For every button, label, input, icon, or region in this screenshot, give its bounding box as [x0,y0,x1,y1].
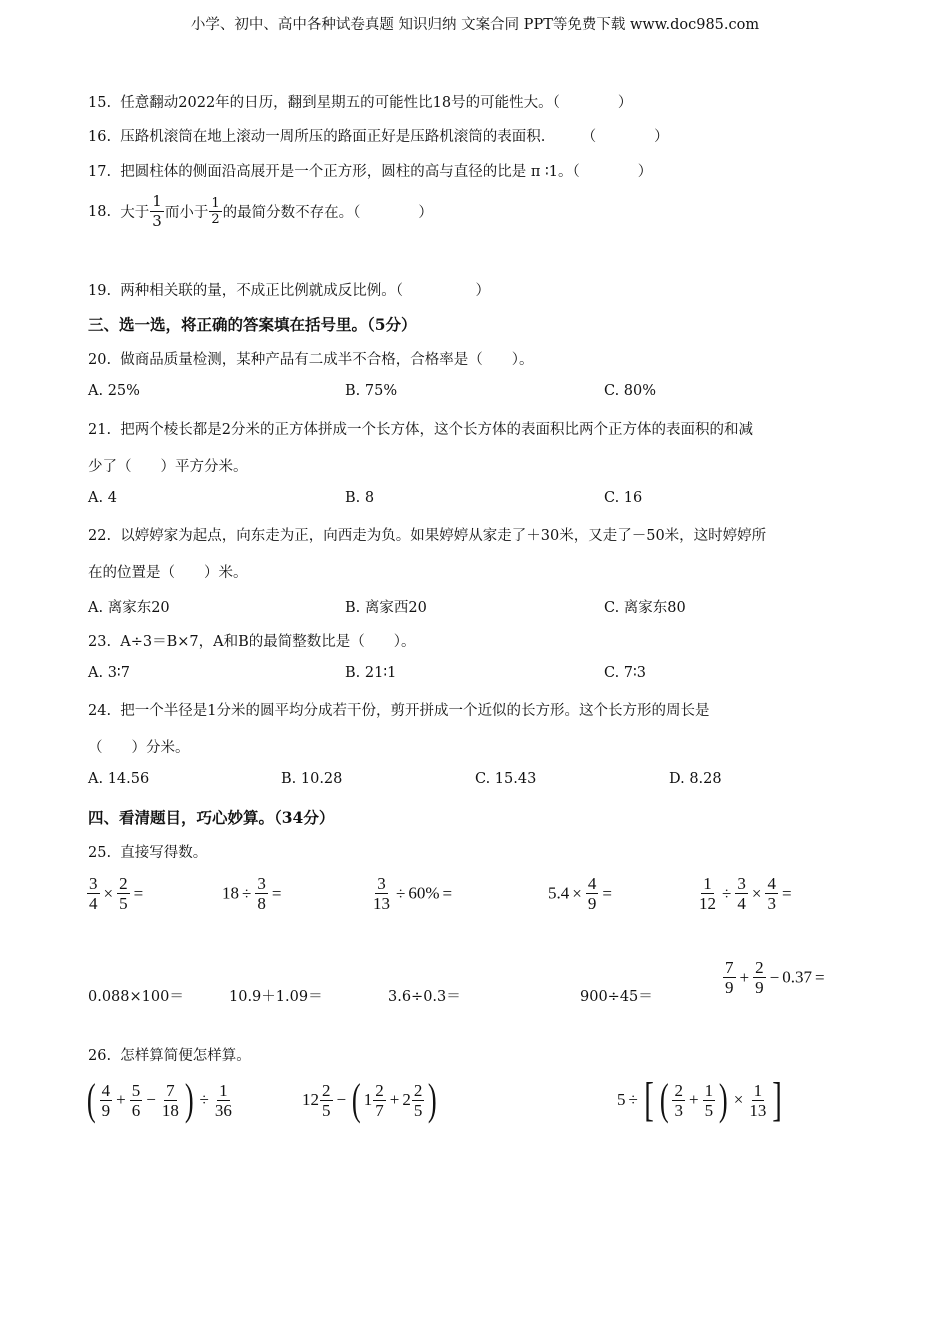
option-c[interactable]: C. 80% [604,383,657,399]
option-b[interactable]: B. 75% [345,383,398,399]
option-b[interactable]: B. 离家西20 [345,600,427,616]
expression-25f: $\frac{7}{9}$ + $\frac{2}{9}$ − 0.37 = [725,958,825,997]
expression-25c: $\frac{3}{13}$ ÷ 60% = [373,874,453,913]
question-text: 大于 [120,205,150,221]
option-a[interactable]: A. 3∶7 [88,665,130,681]
question-24: 24. 把一个半径是1分米的圆平均分成若干份，剪开拼成一个近似的长方形。这个长方形的周长是 [88,703,710,719]
expression-26a: ( $\frac{4}{9}$ + $\frac{5}{6}$ − $\frac{7}{18}$ ) ÷ $\frac{1}{36}$ [86,1075,232,1124]
expression-26b: 12 $\frac{2}{5}$ − ( 1 $\frac{2}{7}$ + 2 $\frac{2}{5}$ ) [302,1075,438,1124]
option-c[interactable]: C. 16 [604,490,643,506]
expression-25-row2-b: 10.9＋1.09＝ [229,989,323,1005]
question-19 [88,279,490,300]
question-23: 23. A÷3＝B×7，A和B的最简整数比是（ ）。 [88,634,416,650]
question-21-cont: 少了（ ）平方分米。 [88,459,248,475]
question-number: 17. [88,164,112,180]
question-text: 压路机滚筒在地上滚动一周所压的路面正好是压路机滚筒的表面积. （ ） [120,129,669,145]
question-number: 16. [88,129,112,145]
question-15 [88,91,632,112]
option-a[interactable]: A. 25% [88,383,140,399]
option-d[interactable]: D. 8.28 [669,771,722,787]
question-26: 26. 怎样算简便怎样算。 [88,1048,251,1064]
option-c[interactable]: C. 7∶3 [604,665,647,681]
expression-25-row2-d: 900÷45＝ [580,989,653,1005]
question-22-cont: 在的位置是（ ）米。 [88,565,248,581]
section-title-4: 四、看清题目，巧心妙算。（34分） [88,808,335,827]
question-16 [88,125,669,146]
expression-25d: 5.4 × $\frac{4}{9}$ = [548,874,612,913]
question-25: 25. 直接写得数。 [88,845,208,861]
option-a[interactable]: A. 14.56 [88,771,150,787]
question-21: 21. 把两个棱长都是2分米的正方体拼成一个长方体，这个长方体的表面积比两个正方体的表面积的和减 [88,422,754,438]
option-a[interactable]: A. 4 [88,490,117,506]
question-18 [88,192,433,231]
option-b[interactable]: B. 8 [345,490,375,506]
expression-25b: 18 ÷ $\frac{3}{8}$ = [222,874,282,913]
question-text: 两种相关联的量，不成正比例就成反比例。（ ） [120,283,491,299]
question-22: 22. 以婷婷家为起点，向东走为正，向西走为负。如果婷婷从家走了＋30米，又走了－50米，这时婷婷所 [88,528,767,544]
option-a[interactable]: A. 离家东20 [88,600,170,616]
question-text: 的最简分数不存在。（ ） [222,205,433,221]
expression-25e: $\frac{1}{12}$ ÷ $\frac{3}{4}$ × $\frac{4}{3}$ = [699,874,792,913]
expression-25-row2-a: 0.088×100＝ [88,989,184,1005]
option-c[interactable]: C. 离家东80 [604,600,686,616]
question-text: 任意翻动2022年的日历，翻到星期五的可能性比18号的可能性大。（ ） [120,95,633,111]
expression-25a: $\frac{3}{4}$ × $\frac{2}{5}$ = [89,874,144,913]
question-20: 20. 做商品质量检测，某种产品有二成半不合格，合格率是（ ）。 [88,352,534,368]
expression-26c: 5 ÷ [ ( $\frac{2}{3}$ + $\frac{1}{5}$ ) × $\frac{1}{13}$ ] [617,1073,783,1126]
section-title-3: 三、选一选，将正确的答案填在括号里。（5分） [88,315,417,334]
question-17 [88,160,652,181]
question-number: 18. [88,203,112,220]
question-number: 19. [88,283,112,299]
fraction-one-third: $\frac{1}{3}$ [152,192,162,230]
option-b[interactable]: B. 10.28 [281,771,343,787]
fraction-one-half: $\frac{1}{2}$ [211,196,220,227]
page-header: 小学、初中、高中各种试卷真题 知识归纳 文案合同 PPT等免费下载 www.doc985.com [190,17,760,33]
option-b[interactable]: B. 21∶1 [345,665,397,681]
question-number: 15. [88,95,112,111]
question-text: 而小于 [164,205,209,221]
option-c[interactable]: C. 15.43 [475,771,537,787]
question-24-cont: （ ）分米。 [88,740,190,756]
expression-25-row2-c: 3.6÷0.3＝ [388,989,461,1005]
question-text: 把圆柱体的侧面沿高展开是一个正方形，圆柱的高与直径的比是 π ∶1。（ ） [120,164,653,180]
